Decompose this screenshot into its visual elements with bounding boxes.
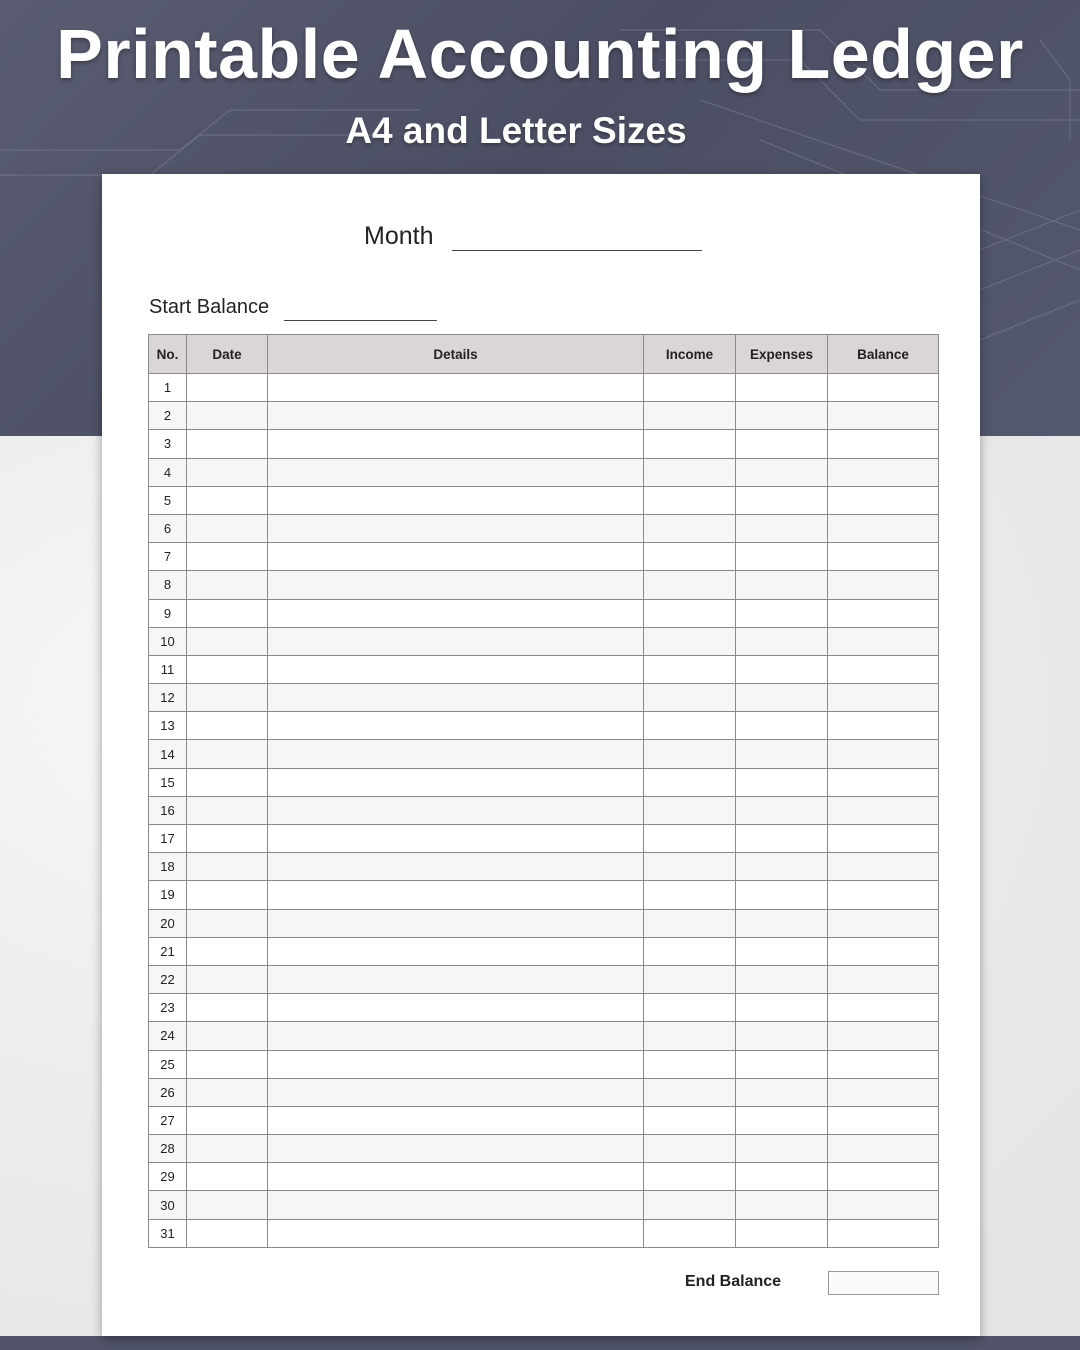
- row-number: 10: [149, 627, 187, 655]
- income-cell: [644, 1163, 736, 1191]
- table-row: [149, 909, 939, 937]
- row-number: 5: [149, 486, 187, 514]
- expenses-cell: [736, 655, 828, 683]
- table-row: [149, 796, 939, 824]
- income-cell: [644, 543, 736, 571]
- table-row: [149, 1050, 939, 1078]
- bottom-strip: [0, 1336, 1080, 1350]
- income-cell: [644, 909, 736, 937]
- expenses-cell: [736, 430, 828, 458]
- table-row: [149, 853, 939, 881]
- date-cell: [187, 825, 268, 853]
- income-cell: [644, 1191, 736, 1219]
- table-row: [149, 1022, 939, 1050]
- balance-cell: [828, 853, 939, 881]
- row-number: 14: [149, 740, 187, 768]
- balance-cell: [828, 909, 939, 937]
- balance-cell: [828, 486, 939, 514]
- table-row: [149, 627, 939, 655]
- date-cell: [187, 881, 268, 909]
- income-cell: [644, 458, 736, 486]
- details-cell: [268, 684, 644, 712]
- table-row: [149, 374, 939, 402]
- row-number: 6: [149, 514, 187, 542]
- date-cell: [187, 514, 268, 542]
- balance-cell: [828, 627, 939, 655]
- details-cell: [268, 374, 644, 402]
- details-cell: [268, 796, 644, 824]
- balance-cell: [828, 1078, 939, 1106]
- row-number: 12: [149, 684, 187, 712]
- date-cell: [187, 937, 268, 965]
- balance-cell: [828, 965, 939, 993]
- details-cell: [268, 627, 644, 655]
- details-cell: [268, 994, 644, 1022]
- details-cell: [268, 909, 644, 937]
- income-cell: [644, 881, 736, 909]
- income-cell: [644, 571, 736, 599]
- table-row: [149, 1219, 939, 1247]
- start-balance-write-line: [284, 320, 437, 321]
- income-cell: [644, 965, 736, 993]
- expenses-cell: [736, 994, 828, 1022]
- expenses-cell: [736, 796, 828, 824]
- date-cell: [187, 599, 268, 627]
- ledger-table: [148, 334, 939, 1248]
- expenses-cell: [736, 571, 828, 599]
- row-number: 20: [149, 909, 187, 937]
- balance-cell: [828, 881, 939, 909]
- date-cell: [187, 1219, 268, 1247]
- expenses-cell: [736, 965, 828, 993]
- balance-cell: [828, 994, 939, 1022]
- date-cell: [187, 965, 268, 993]
- expenses-cell: [736, 1135, 828, 1163]
- income-cell: [644, 796, 736, 824]
- expenses-cell: [736, 937, 828, 965]
- income-cell: [644, 1050, 736, 1078]
- details-cell: [268, 937, 644, 965]
- details-cell: [268, 1191, 644, 1219]
- column-header-income: Income: [644, 335, 736, 374]
- details-cell: [268, 655, 644, 683]
- balance-cell: [828, 1163, 939, 1191]
- date-cell: [187, 1135, 268, 1163]
- income-cell: [644, 740, 736, 768]
- date-cell: [187, 909, 268, 937]
- date-cell: [187, 458, 268, 486]
- balance-cell: [828, 599, 939, 627]
- expenses-cell: [736, 1022, 828, 1050]
- expenses-cell: [736, 881, 828, 909]
- balance-cell: [828, 1135, 939, 1163]
- row-number: 19: [149, 881, 187, 909]
- row-number: 16: [149, 796, 187, 824]
- expenses-cell: [736, 486, 828, 514]
- balance-cell: [828, 768, 939, 796]
- balance-cell: [828, 712, 939, 740]
- details-cell: [268, 881, 644, 909]
- date-cell: [187, 796, 268, 824]
- table-row: [149, 1135, 939, 1163]
- income-cell: [644, 994, 736, 1022]
- balance-cell: [828, 430, 939, 458]
- details-cell: [268, 1163, 644, 1191]
- balance-cell: [828, 825, 939, 853]
- row-number: 15: [149, 768, 187, 796]
- table-row: [149, 430, 939, 458]
- table-row: [149, 543, 939, 571]
- balance-cell: [828, 1219, 939, 1247]
- row-number: 8: [149, 571, 187, 599]
- table-row: [149, 1106, 939, 1134]
- balance-cell: [828, 458, 939, 486]
- details-cell: [268, 514, 644, 542]
- row-number: 7: [149, 543, 187, 571]
- expenses-cell: [736, 853, 828, 881]
- row-number: 18: [149, 853, 187, 881]
- expenses-cell: [736, 768, 828, 796]
- details-cell: [268, 1135, 644, 1163]
- details-cell: [268, 571, 644, 599]
- details-cell: [268, 740, 644, 768]
- table-row: [149, 994, 939, 1022]
- details-cell: [268, 430, 644, 458]
- date-cell: [187, 740, 268, 768]
- income-cell: [644, 402, 736, 430]
- date-cell: [187, 374, 268, 402]
- expenses-cell: [736, 402, 828, 430]
- row-number: 28: [149, 1135, 187, 1163]
- expenses-cell: [736, 1191, 828, 1219]
- details-cell: [268, 768, 644, 796]
- table-row: [149, 1163, 939, 1191]
- balance-cell: [828, 514, 939, 542]
- details-cell: [268, 599, 644, 627]
- expenses-cell: [736, 740, 828, 768]
- income-cell: [644, 684, 736, 712]
- row-number: 22: [149, 965, 187, 993]
- date-cell: [187, 853, 268, 881]
- table-row: [149, 740, 939, 768]
- table-row: [149, 1191, 939, 1219]
- balance-cell: [828, 684, 939, 712]
- ledger-body: [149, 374, 939, 1248]
- row-number: 21: [149, 937, 187, 965]
- balance-cell: [828, 1191, 939, 1219]
- table-row: [149, 655, 939, 683]
- balance-cell: [828, 571, 939, 599]
- table-row: [149, 768, 939, 796]
- expenses-cell: [736, 458, 828, 486]
- row-number: 11: [149, 655, 187, 683]
- row-number: 9: [149, 599, 187, 627]
- date-cell: [187, 994, 268, 1022]
- income-cell: [644, 486, 736, 514]
- income-cell: [644, 768, 736, 796]
- balance-cell: [828, 655, 939, 683]
- income-cell: [644, 937, 736, 965]
- table-row: [149, 458, 939, 486]
- income-cell: [644, 1135, 736, 1163]
- details-cell: [268, 1078, 644, 1106]
- date-cell: [187, 430, 268, 458]
- balance-cell: [828, 740, 939, 768]
- balance-cell: [828, 1022, 939, 1050]
- date-cell: [187, 684, 268, 712]
- row-number: 31: [149, 1219, 187, 1247]
- details-cell: [268, 458, 644, 486]
- details-cell: [268, 486, 644, 514]
- table-row: [149, 712, 939, 740]
- table-row: [149, 881, 939, 909]
- table-row: [149, 402, 939, 430]
- column-header-balance: Balance: [828, 335, 939, 374]
- date-cell: [187, 1106, 268, 1134]
- income-cell: [644, 374, 736, 402]
- expenses-cell: [736, 1078, 828, 1106]
- balance-cell: [828, 1106, 939, 1134]
- row-number: 26: [149, 1078, 187, 1106]
- expenses-cell: [736, 599, 828, 627]
- details-cell: [268, 1050, 644, 1078]
- details-cell: [268, 1219, 644, 1247]
- date-cell: [187, 486, 268, 514]
- column-header-details: Details: [268, 335, 644, 374]
- income-cell: [644, 853, 736, 881]
- row-number: 2: [149, 402, 187, 430]
- income-cell: [644, 1022, 736, 1050]
- income-cell: [644, 514, 736, 542]
- month-label: Month: [364, 222, 434, 250]
- balance-cell: [828, 543, 939, 571]
- income-cell: [644, 1078, 736, 1106]
- row-number: 25: [149, 1050, 187, 1078]
- balance-cell: [828, 374, 939, 402]
- details-cell: [268, 853, 644, 881]
- income-cell: [644, 655, 736, 683]
- expenses-cell: [736, 543, 828, 571]
- balance-cell: [828, 796, 939, 824]
- income-cell: [644, 599, 736, 627]
- row-number: 1: [149, 374, 187, 402]
- row-number: 23: [149, 994, 187, 1022]
- end-balance-label: End Balance: [685, 1273, 782, 1290]
- date-cell: [187, 1078, 268, 1106]
- date-cell: [187, 712, 268, 740]
- date-cell: [187, 1050, 268, 1078]
- details-cell: [268, 543, 644, 571]
- expenses-cell: [736, 514, 828, 542]
- date-cell: [187, 1163, 268, 1191]
- expenses-cell: [736, 627, 828, 655]
- page-title: Printable Accounting Ledger: [56, 15, 1024, 93]
- expenses-cell: [736, 1163, 828, 1191]
- income-cell: [644, 1106, 736, 1134]
- table-row: [149, 599, 939, 627]
- table-row: [149, 571, 939, 599]
- ledger-header-row: [149, 335, 939, 374]
- date-cell: [187, 768, 268, 796]
- details-cell: [268, 965, 644, 993]
- row-number: 30: [149, 1191, 187, 1219]
- expenses-cell: [736, 374, 828, 402]
- expenses-cell: [736, 1219, 828, 1247]
- balance-cell: [828, 1050, 939, 1078]
- details-cell: [268, 712, 644, 740]
- income-cell: [644, 627, 736, 655]
- table-row: [149, 937, 939, 965]
- date-cell: [187, 627, 268, 655]
- row-number: 3: [149, 430, 187, 458]
- income-cell: [644, 430, 736, 458]
- column-header-date: Date: [187, 335, 268, 374]
- start-balance-label: Start Balance: [149, 296, 270, 318]
- row-number: 4: [149, 458, 187, 486]
- expenses-cell: [736, 909, 828, 937]
- date-cell: [187, 655, 268, 683]
- month-write-line: [452, 250, 702, 251]
- details-cell: [268, 1022, 644, 1050]
- date-cell: [187, 1191, 268, 1219]
- end-balance-box: [828, 1271, 939, 1295]
- details-cell: [268, 825, 644, 853]
- balance-cell: [828, 402, 939, 430]
- expenses-cell: [736, 684, 828, 712]
- date-cell: [187, 543, 268, 571]
- column-header-expenses: Expenses: [736, 335, 828, 374]
- details-cell: [268, 1106, 644, 1134]
- column-header-no: No.: [149, 335, 187, 374]
- ledger-sheet: [102, 174, 980, 1336]
- table-row: [149, 486, 939, 514]
- table-row: [149, 965, 939, 993]
- row-number: 27: [149, 1106, 187, 1134]
- income-cell: [644, 825, 736, 853]
- date-cell: [187, 402, 268, 430]
- expenses-cell: [736, 825, 828, 853]
- page-subtitle: A4 and Letter Sizes: [345, 110, 687, 151]
- row-number: 13: [149, 712, 187, 740]
- table-row: [149, 825, 939, 853]
- income-cell: [644, 712, 736, 740]
- date-cell: [187, 571, 268, 599]
- row-number: 29: [149, 1163, 187, 1191]
- row-number: 17: [149, 825, 187, 853]
- balance-cell: [828, 937, 939, 965]
- income-cell: [644, 1219, 736, 1247]
- details-cell: [268, 402, 644, 430]
- table-row: [149, 684, 939, 712]
- expenses-cell: [736, 712, 828, 740]
- row-number: 24: [149, 1022, 187, 1050]
- expenses-cell: [736, 1106, 828, 1134]
- table-row: [149, 1078, 939, 1106]
- expenses-cell: [736, 1050, 828, 1078]
- date-cell: [187, 1022, 268, 1050]
- table-row: [149, 514, 939, 542]
